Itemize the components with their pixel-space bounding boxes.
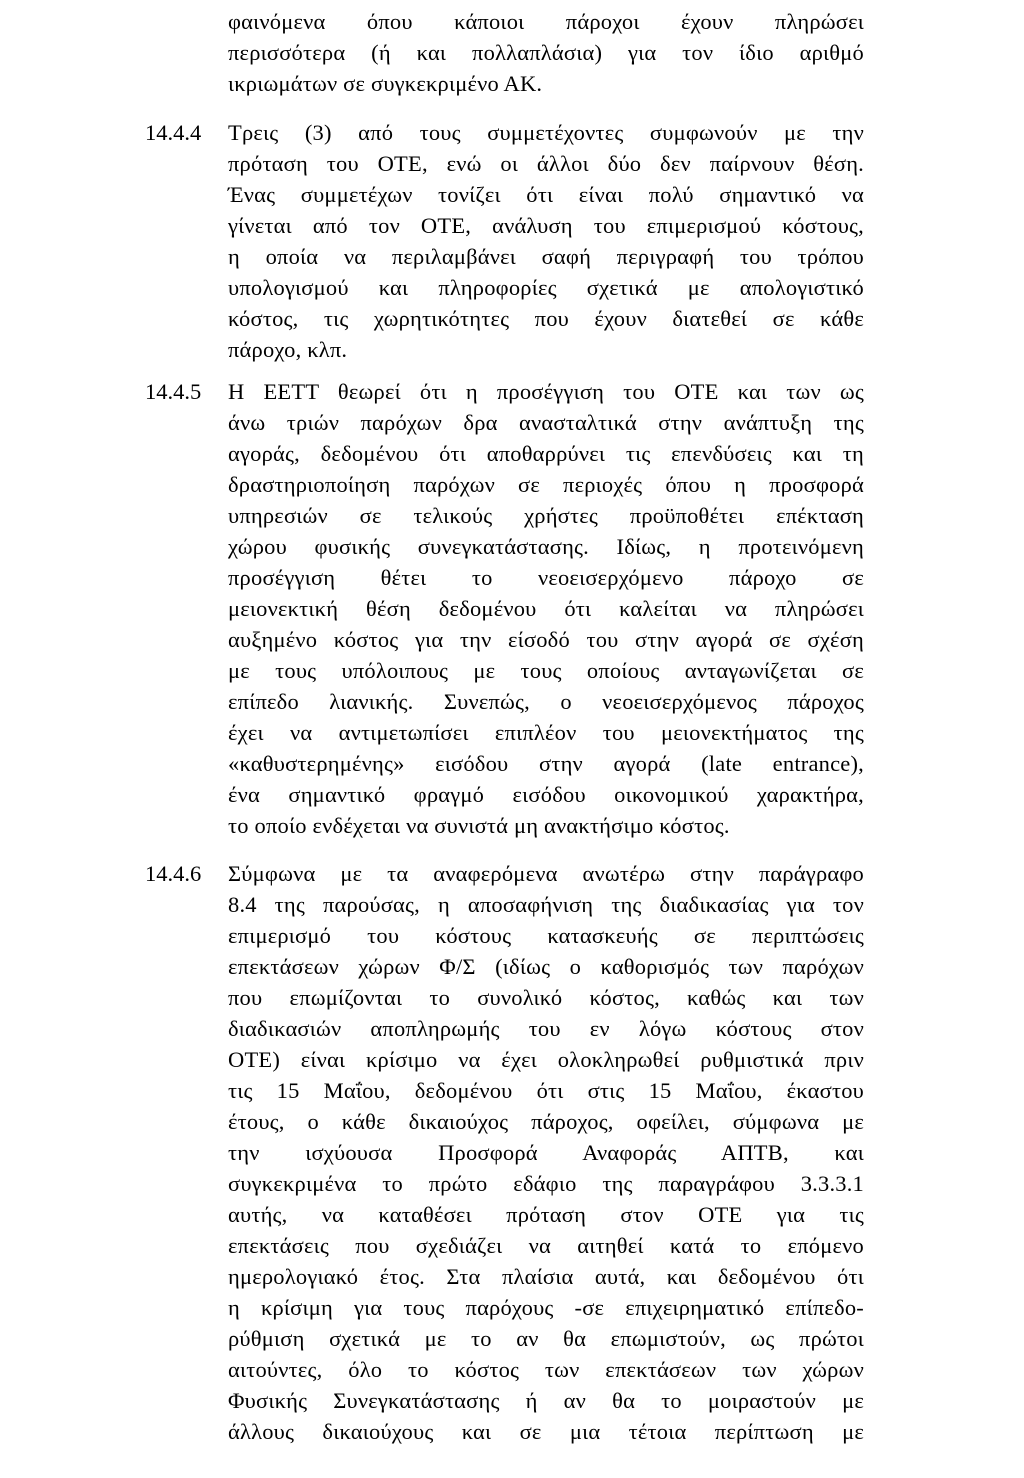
text-line: αγοράς, δεδομένου ότι αποθαρρύνει τις επενδύσεις και τη bbox=[228, 441, 864, 466]
paragraph-body bbox=[228, 6, 864, 99]
text-line: έτους, ο κάθε δικαιούχος πάροχος, οφείλει, σύμφωνα με bbox=[228, 1109, 864, 1134]
text-line: γίνεται από τον ΟΤΕ, ανάλυση του επιμερισμού κόστους, bbox=[228, 213, 864, 238]
paragraph-number: 14.4.5 bbox=[145, 379, 202, 404]
paragraph-number: 14.4.4 bbox=[145, 120, 202, 145]
text-line: Φυσικής Συνεγκατάστασης ή αν θα το μοιραστούν με bbox=[228, 1388, 864, 1413]
text-line: περισσότερα (ή και πολλαπλάσια) για τον ίδιο αριθμό bbox=[228, 40, 864, 65]
text-line: πρόταση του ΟΤΕ, ενώ οι άλλοι δύο δεν παίρνουν θέση. bbox=[228, 151, 864, 176]
text-line: άνω τριών παρόχων δρα ανασταλτικά στην ανάπτυξη της bbox=[228, 410, 864, 435]
text-line: μειονεκτική θέση δεδομένου ότι καλείται να πληρώσει bbox=[228, 596, 864, 621]
text-line: 8.4 της παρούσας, η αποσαφήνιση της διαδικασίας για τον bbox=[228, 892, 864, 917]
text-line: αυξημένο κόστος για την είσοδό του στην αγορά σε σχέση bbox=[228, 627, 864, 652]
text-line: «καθυστερημένης» εισόδου στην αγορά (late entrance), bbox=[228, 751, 864, 776]
text-line: άλλους δικαιούχους και σε μια τέτοια περίπτωση με bbox=[228, 1419, 864, 1444]
text-line: αιτούντες, όλο το κόστος των επεκτάσεων των χώρων bbox=[228, 1357, 864, 1382]
text-line: επίπεδο λιανικής. Συνεπώς, ο νεοεισερχόμενος πάροχος bbox=[228, 689, 864, 714]
text-line: που επωμίζονται το συνολικό κόστος, καθώς και των bbox=[228, 985, 864, 1010]
text-line: Ένας συμμετέχων τονίζει ότι είναι πολύ σημαντικό να bbox=[228, 182, 864, 207]
text-line: διαδικασιών αποπληρωμής του εν λόγω κόστους στον bbox=[228, 1016, 864, 1041]
text-line: επιμερισμό του κόστους κατασκευής σε περιπτώσεις bbox=[228, 923, 864, 948]
text-line: τις 15 Μαΐου, δεδομένου ότι στις 15 Μαΐου, έκαστου bbox=[228, 1078, 864, 1103]
text-line: Η ΕΕΤΤ θεωρεί ότι η προσέγγιση του ΟΤΕ και των ως bbox=[228, 379, 864, 404]
text-line: υπηρεσιών σε τελικούς χρήστες προϋποθέτει επέκταση bbox=[228, 503, 864, 528]
text-line: την ισχύουσα Προσφορά Αναφοράς ΑΠΤΒ, και bbox=[228, 1140, 864, 1165]
text-line: υπολογισμού και πληροφορίες σχετικά με απολογιστικό bbox=[228, 275, 864, 300]
text-line: χώρου φυσικής συνεγκατάστασης. Ιδίως, η προτεινόμενη bbox=[228, 534, 864, 559]
text-line: πάροχο, κλπ. bbox=[228, 337, 348, 362]
text-line: ημερολογιακό έτος. Στα πλαίσια αυτά, και δεδομένου ότι bbox=[228, 1264, 864, 1289]
text-line: με τους υπόλοιπους με τους οποίους ανταγωνίζεται σε bbox=[228, 658, 864, 683]
text-line: το οποίο ενδέχεται να συνιστά μη ανακτήσιμο κόστος. bbox=[228, 813, 730, 838]
text-line: προσέγγιση θέτει το νεοεισερχόμενο πάροχο σε bbox=[228, 565, 864, 590]
paragraph-body bbox=[228, 858, 864, 1447]
text-line: κόστος, τις χωρητικότητες που έχουν διατεθεί σε κάθε bbox=[228, 306, 864, 331]
text-line: Σύμφωνα με τα αναφερόμενα ανωτέρω στην παράγραφο bbox=[228, 861, 864, 886]
text-line: επεκτάσεις που σχεδιάζει να αιτηθεί κατά το επόμενο bbox=[228, 1233, 864, 1258]
paragraph-number: 14.4.6 bbox=[145, 861, 202, 886]
text-line: η κρίσιμη για τους παρόχους -σε επιχειρηματικό επίπεδο- bbox=[228, 1295, 864, 1320]
text-line: φαινόμενα όπου κάποιοι πάροχοι έχουν πληρώσει bbox=[228, 9, 864, 34]
text-line: ικριωμάτων σε συγκεκριμένο ΑΚ. bbox=[228, 71, 543, 96]
text-line: ένα σημαντικό φραγμό εισόδου οικονομικού χαρακτήρα, bbox=[228, 782, 864, 807]
text-line: συγκεκριμένα το πρώτο εδάφιο της παραγράφου 3.3.3.1 bbox=[228, 1171, 864, 1196]
text-line: η οποία να περιλαμβάνει σαφή περιγραφή του τρόπου bbox=[228, 244, 864, 269]
text-line: ρύθμιση σχετικά με το αν θα επωμιστούν, ως πρώτοι bbox=[228, 1326, 864, 1351]
text-line: έχει να αντιμετωπίσει επιπλέον του μειονεκτήματος της bbox=[228, 720, 864, 745]
text-line: δραστηριοποίηση παρόχων σε περιοχές όπου η προσφορά bbox=[228, 472, 864, 497]
paragraph-body bbox=[228, 117, 864, 365]
paragraph-body bbox=[228, 376, 864, 841]
text-line: αυτής, να καταθέσει πρόταση στον ΟΤΕ για τις bbox=[228, 1202, 864, 1227]
text-line: ΟΤΕ) είναι κρίσιμο να έχει ολοκληρωθεί ρυθμιστικά πριν bbox=[228, 1047, 864, 1072]
text-line: επεκτάσεων χώρων Φ/Σ (ιδίως ο καθορισμός των παρόχων bbox=[228, 954, 864, 979]
text-line: Τρεις (3) από τους συμμετέχοντες συμφωνούν με την bbox=[228, 120, 864, 145]
